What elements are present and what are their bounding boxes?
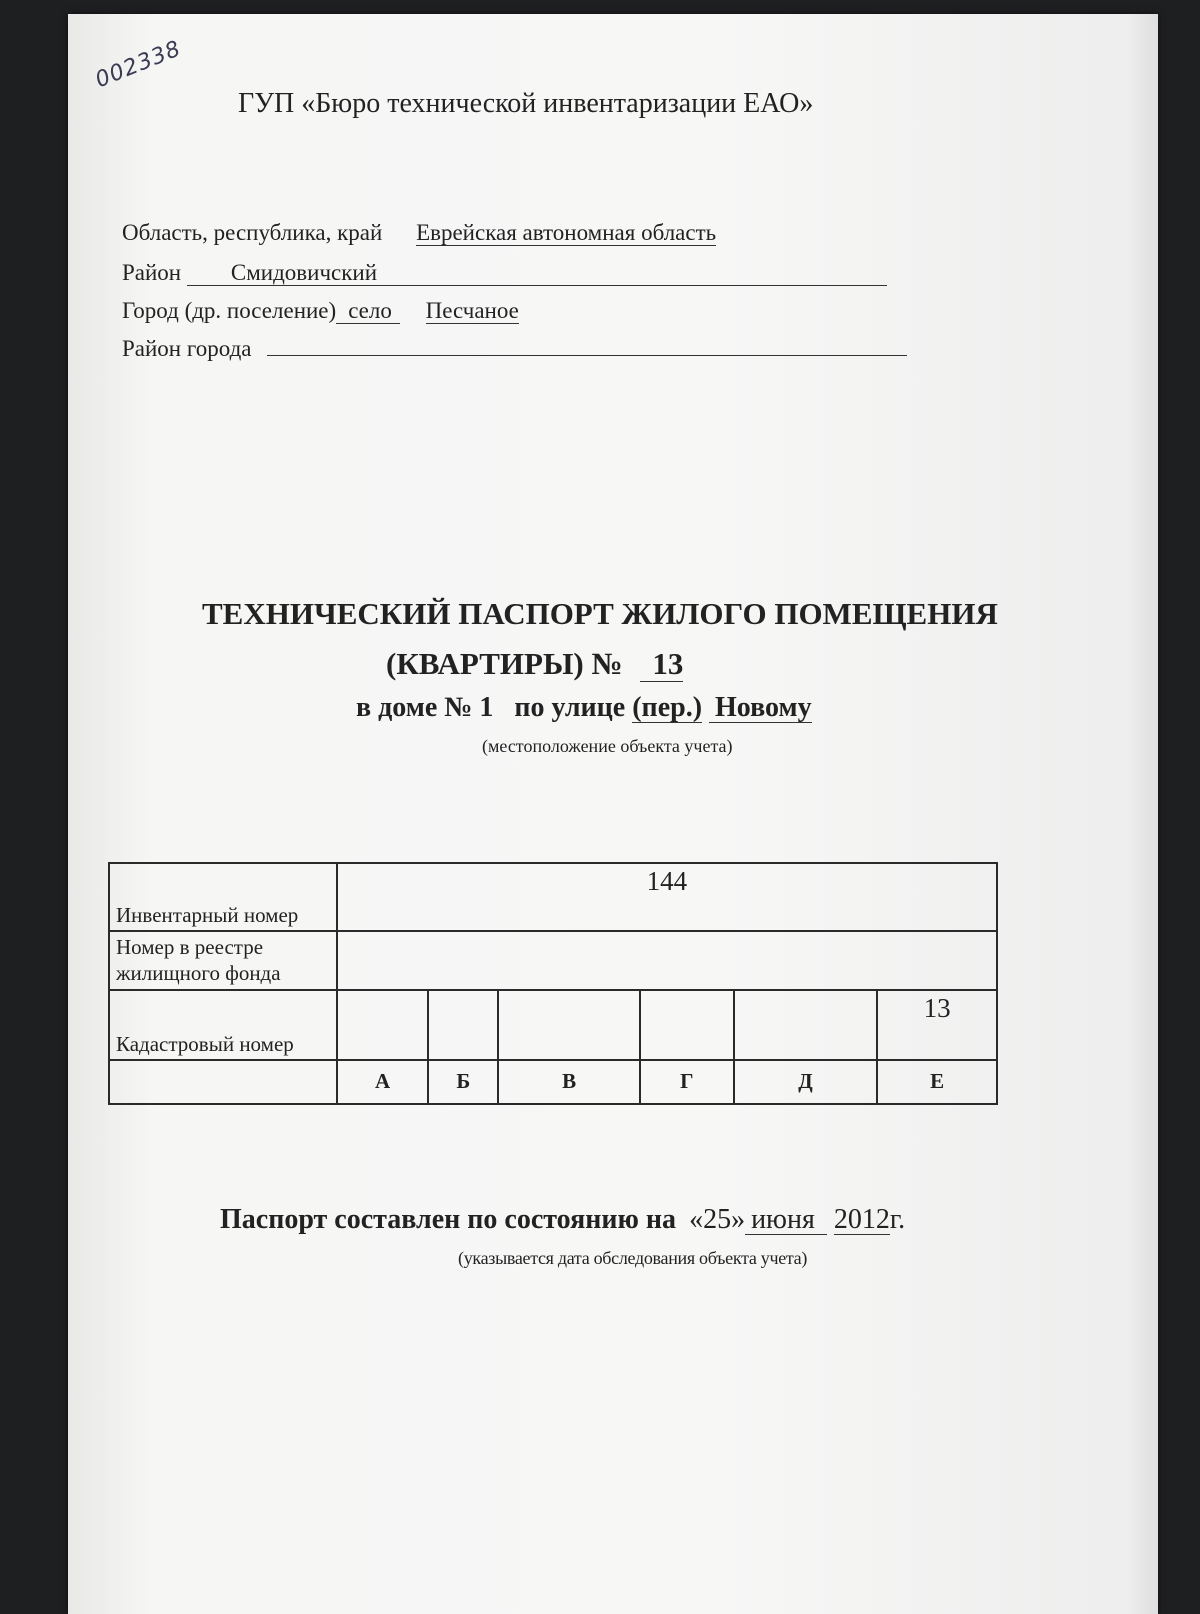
cadastral-part-a: [337, 990, 429, 1060]
footer-date-line: [220, 1204, 905, 1236]
cadastral-part-b: [428, 990, 498, 1060]
city-district-label: Район города: [122, 336, 252, 361]
footer-month: июня: [745, 1205, 827, 1235]
city-line: [122, 298, 519, 324]
registry-label-line2: жилищного фонда: [116, 961, 281, 986]
cadastral-part-v: [498, 990, 640, 1060]
title-prefix: (КВАРТИРЫ) №: [386, 646, 623, 681]
letters-row-empty: [109, 1060, 337, 1104]
cadastral-label: Кадастровый номер: [109, 990, 337, 1060]
footer-year-suffix: г.: [889, 1204, 906, 1235]
column-letter-v: В: [498, 1060, 640, 1104]
cadastral-part-d: [734, 990, 878, 1060]
region-value: Еврейская автономная область: [416, 220, 717, 245]
column-letter-b: Б: [428, 1060, 498, 1104]
region-line: [122, 220, 716, 246]
district-line: [122, 260, 887, 286]
settlement-type: село: [336, 299, 400, 324]
inventory-value: 144: [337, 863, 997, 931]
district-value: Смидовичский: [187, 261, 887, 286]
document-page: [68, 14, 1158, 1614]
location-caption: (местоположение объекта учета): [482, 736, 733, 756]
footer-year: 2012: [833, 1204, 890, 1235]
city-value: Песчаное: [425, 298, 519, 323]
house-street-line: [356, 692, 812, 724]
registry-label-line1: Номер в реестре: [116, 935, 264, 959]
registry-label: [109, 931, 337, 990]
handwritten-number: 002338: [92, 36, 185, 94]
city-label: Город (др. поселение): [122, 298, 337, 323]
footer-prefix: Паспорт составлен по состоянию на: [220, 1204, 677, 1235]
city-district-blank: [267, 354, 907, 356]
city-district-line: [122, 336, 907, 362]
cadastral-part-g: [640, 990, 734, 1060]
registry-row: [109, 931, 997, 990]
passport-title-line2: [386, 646, 683, 682]
apartment-number: 13: [640, 648, 683, 682]
footer-day: «25»: [689, 1204, 746, 1235]
footer-caption: (указывается дата обследования объекта учета): [458, 1248, 808, 1268]
house-number: 1: [479, 692, 494, 723]
column-letter-d: Д: [734, 1060, 878, 1104]
letters-row: [109, 1060, 997, 1104]
registry-table: [108, 862, 998, 1105]
street-prefix: по улице: [514, 692, 626, 723]
inventory-label: Инвентарный номер: [109, 863, 337, 931]
house-prefix: в доме №: [356, 692, 473, 723]
column-letter-e: Е: [877, 1060, 997, 1104]
cadastral-part-e: 13: [877, 990, 997, 1060]
inventory-row: [109, 863, 997, 931]
district-label: Район: [122, 260, 182, 285]
street-type: (пер.): [632, 692, 703, 723]
registry-value: [337, 931, 997, 990]
cadastral-row: [109, 990, 997, 1060]
column-letter-g: Г: [640, 1060, 734, 1104]
region-label: Область, республика, край: [122, 220, 383, 245]
passport-title-line1: ТЕХНИЧЕСКИЙ ПАСПОРТ ЖИЛОГО ПОМЕЩЕНИЯ: [202, 596, 998, 631]
organization-name: ГУП «Бюро технической инвентаризации ЕАО»: [238, 88, 814, 119]
street-value: Новому: [709, 693, 812, 723]
column-letter-a: А: [337, 1060, 429, 1104]
